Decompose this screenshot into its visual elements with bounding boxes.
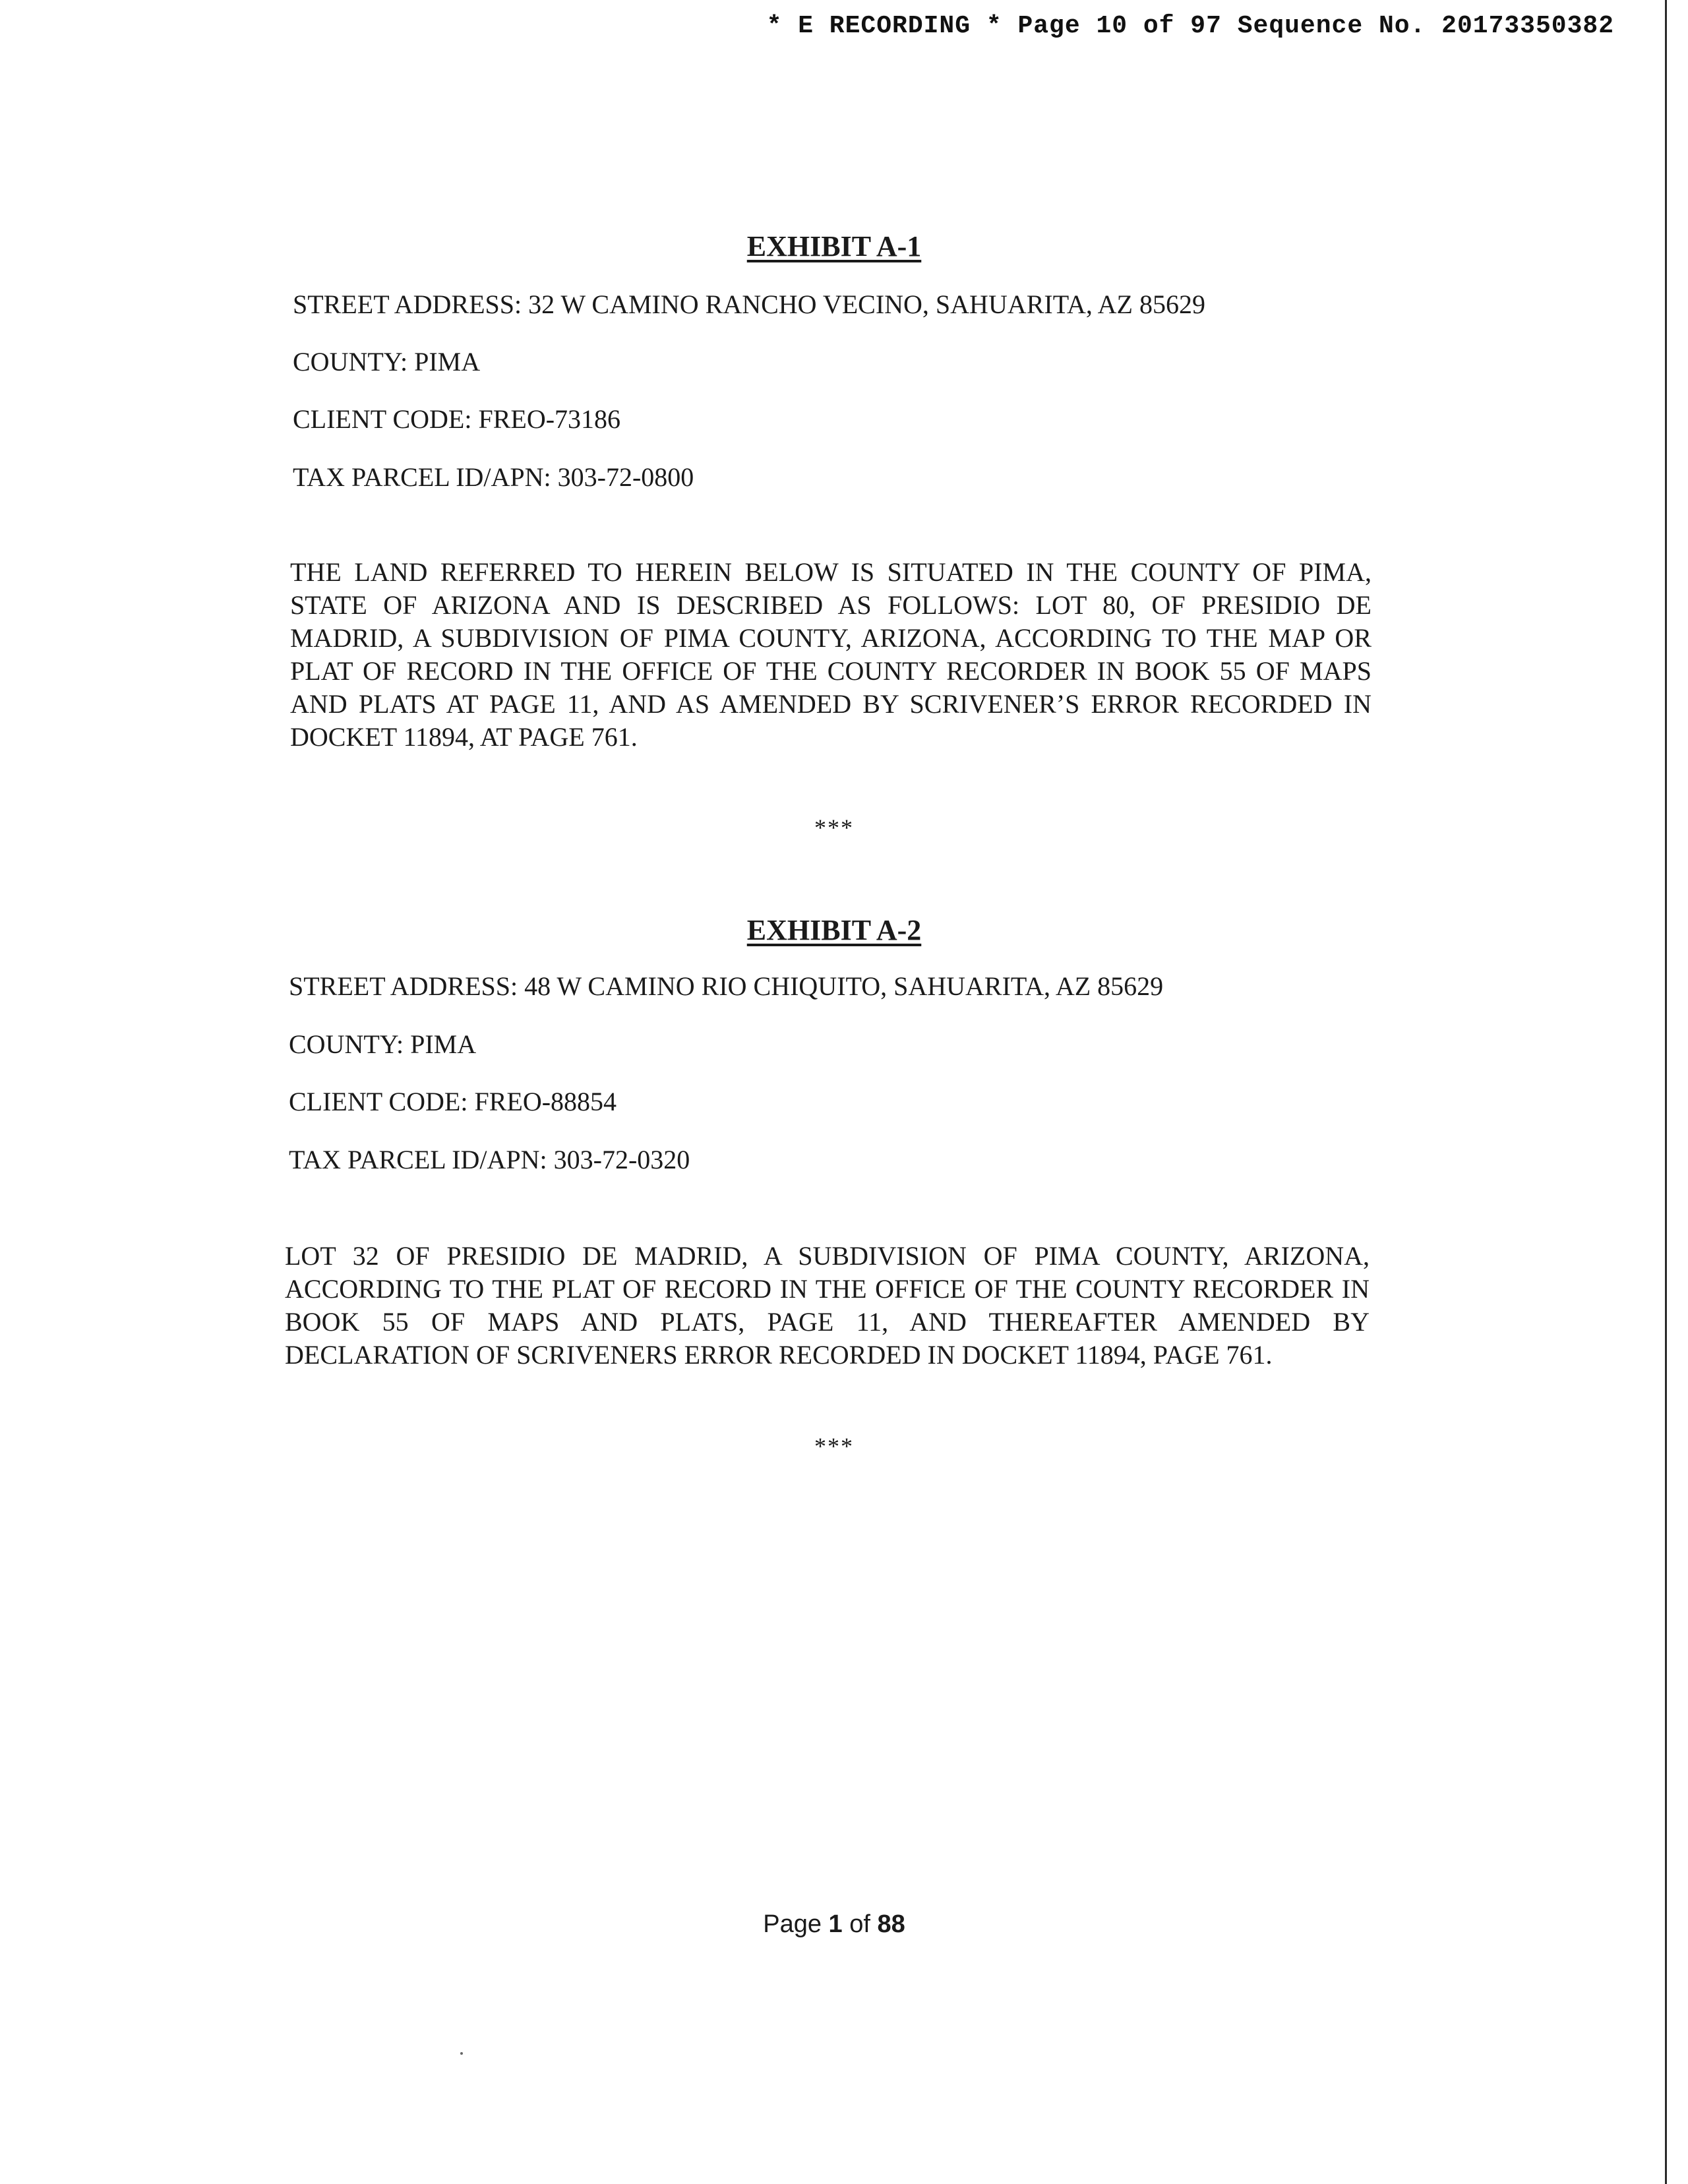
footer-page-total: 88 <box>877 1910 905 1938</box>
exhibit-a2-county: COUNTY: PIMA <box>289 1029 477 1059</box>
exhibit-a1-street-address: STREET ADDRESS: 32 W CAMINO RANCHO VECINO, SAHUARITA, AZ 85629 <box>293 289 1205 319</box>
exhibit-a2-separator: *** <box>814 1433 854 1459</box>
scan-edge-line <box>1665 0 1667 2184</box>
page-number-footer <box>0 1910 1668 1939</box>
e-recording-header: * E RECORDING * Page 10 of 97 Sequence No. 20173350382 <box>766 12 1614 40</box>
exhibit-a1-client-code: CLIENT CODE: FREO-73186 <box>293 404 621 434</box>
footer-page-word: Page <box>763 1910 822 1938</box>
exhibit-a1-tax-parcel: TAX PARCEL ID/APN: 303-72-0800 <box>293 462 694 492</box>
exhibit-a1-legal-description: THE LAND REFERRED TO HEREIN BELOW IS SITUATED IN THE COUNTY OF PIMA, STATE OF ARIZONA AND IS DESCRIBED AS FOLLOWS: LOT 80, OF PRESIDIO DE MADRID, A SUBDIVISION OF PIMA COUNTY, ARIZONA, ACCORDING TO THE MAP OR PLAT OF RECORD IN THE OFFICE OF THE COUNTY RECORDER IN BOOK 55 OF MAPS AND PLATS AT PAGE 11, AND AS AMENDED BY SCRIVENER’S ERROR RECORDED IN DOCKET 11894, AT PAGE 761. <box>290 557 1372 752</box>
exhibit-a1-title: EXHIBIT A-1 <box>746 230 922 262</box>
exhibit-a2-client-code: CLIENT CODE: FREO-88854 <box>289 1087 617 1116</box>
scan-speck <box>460 2052 463 2055</box>
exhibit-a2-title: EXHIBIT A-2 <box>746 914 922 946</box>
exhibit-a2-street-address: STREET ADDRESS: 48 W CAMINO RIO CHIQUITO, SAHUARITA, AZ 85629 <box>289 971 1164 1001</box>
footer-of-word: of <box>849 1910 870 1938</box>
exhibit-a1-county: COUNTY: PIMA <box>293 347 481 377</box>
exhibit-a2-tax-parcel: TAX PARCEL ID/APN: 303-72-0320 <box>289 1145 690 1174</box>
exhibit-a1-separator: *** <box>814 814 854 841</box>
footer-page-number: 1 <box>828 1910 843 1938</box>
exhibit-a2-legal-description: LOT 32 OF PRESIDIO DE MADRID, A SUBDIVISION OF PIMA COUNTY, ARIZONA, ACCORDING TO THE PLAT OF RECORD IN THE OFFICE OF THE COUNTY RECORDER IN BOOK 55 OF MAPS AND PLATS, PAGE 11, AND THEREAFTER AMENDED BY DECLARATION OF SCRIVENERS ERROR RECORDED IN DOCKET 11894, PAGE 761. <box>285 1241 1370 1370</box>
